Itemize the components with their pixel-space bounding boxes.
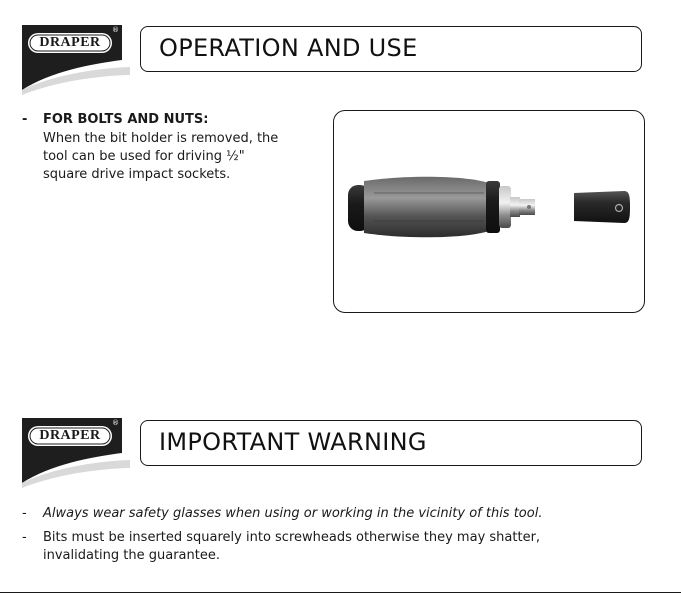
warning-title-box: [140, 420, 642, 466]
impact-driver-with-socket-photo: [334, 111, 643, 311]
warning-text: Bits must be inserted squarely into screwheads otherwise they may shatter,: [43, 530, 541, 545]
draper-logo: [0, 413, 130, 493]
page-bottom-rule: [0, 592, 681, 593]
bolts-nuts-paragraph: [43, 130, 313, 184]
operation-title-box: [140, 26, 642, 72]
list-item: [22, 505, 662, 523]
warning-text: Always wear safety glasses when using or working in the vicinity of this tool.: [43, 506, 543, 521]
logo-wordmark: DRAPER: [39, 35, 101, 50]
warning-title: IMPORTANT WARNING: [159, 428, 427, 456]
paragraph-line: tool can be used for driving ½": [43, 149, 245, 164]
registered-mark: ®: [112, 26, 119, 34]
registered-mark: ®: [112, 419, 119, 427]
paragraph-line: square drive impact sockets.: [43, 167, 231, 182]
bullet-dash: -: [22, 530, 27, 545]
list-item: [22, 529, 662, 565]
paragraph-line: When the bit holder is removed, the: [43, 131, 279, 146]
draper-logo: [0, 20, 130, 100]
tool-photo-frame: [333, 110, 645, 313]
bullet-dash: -: [22, 506, 27, 521]
bolts-nuts-heading-text: FOR BOLTS AND NUTS:: [43, 112, 209, 127]
warning-text: invalidating the guarantee.: [43, 548, 220, 563]
bullet-dash: -: [22, 112, 28, 127]
operation-title: OPERATION AND USE: [159, 34, 418, 62]
logo-wordmark: DRAPER: [39, 428, 101, 443]
warning-list: [22, 505, 662, 571]
